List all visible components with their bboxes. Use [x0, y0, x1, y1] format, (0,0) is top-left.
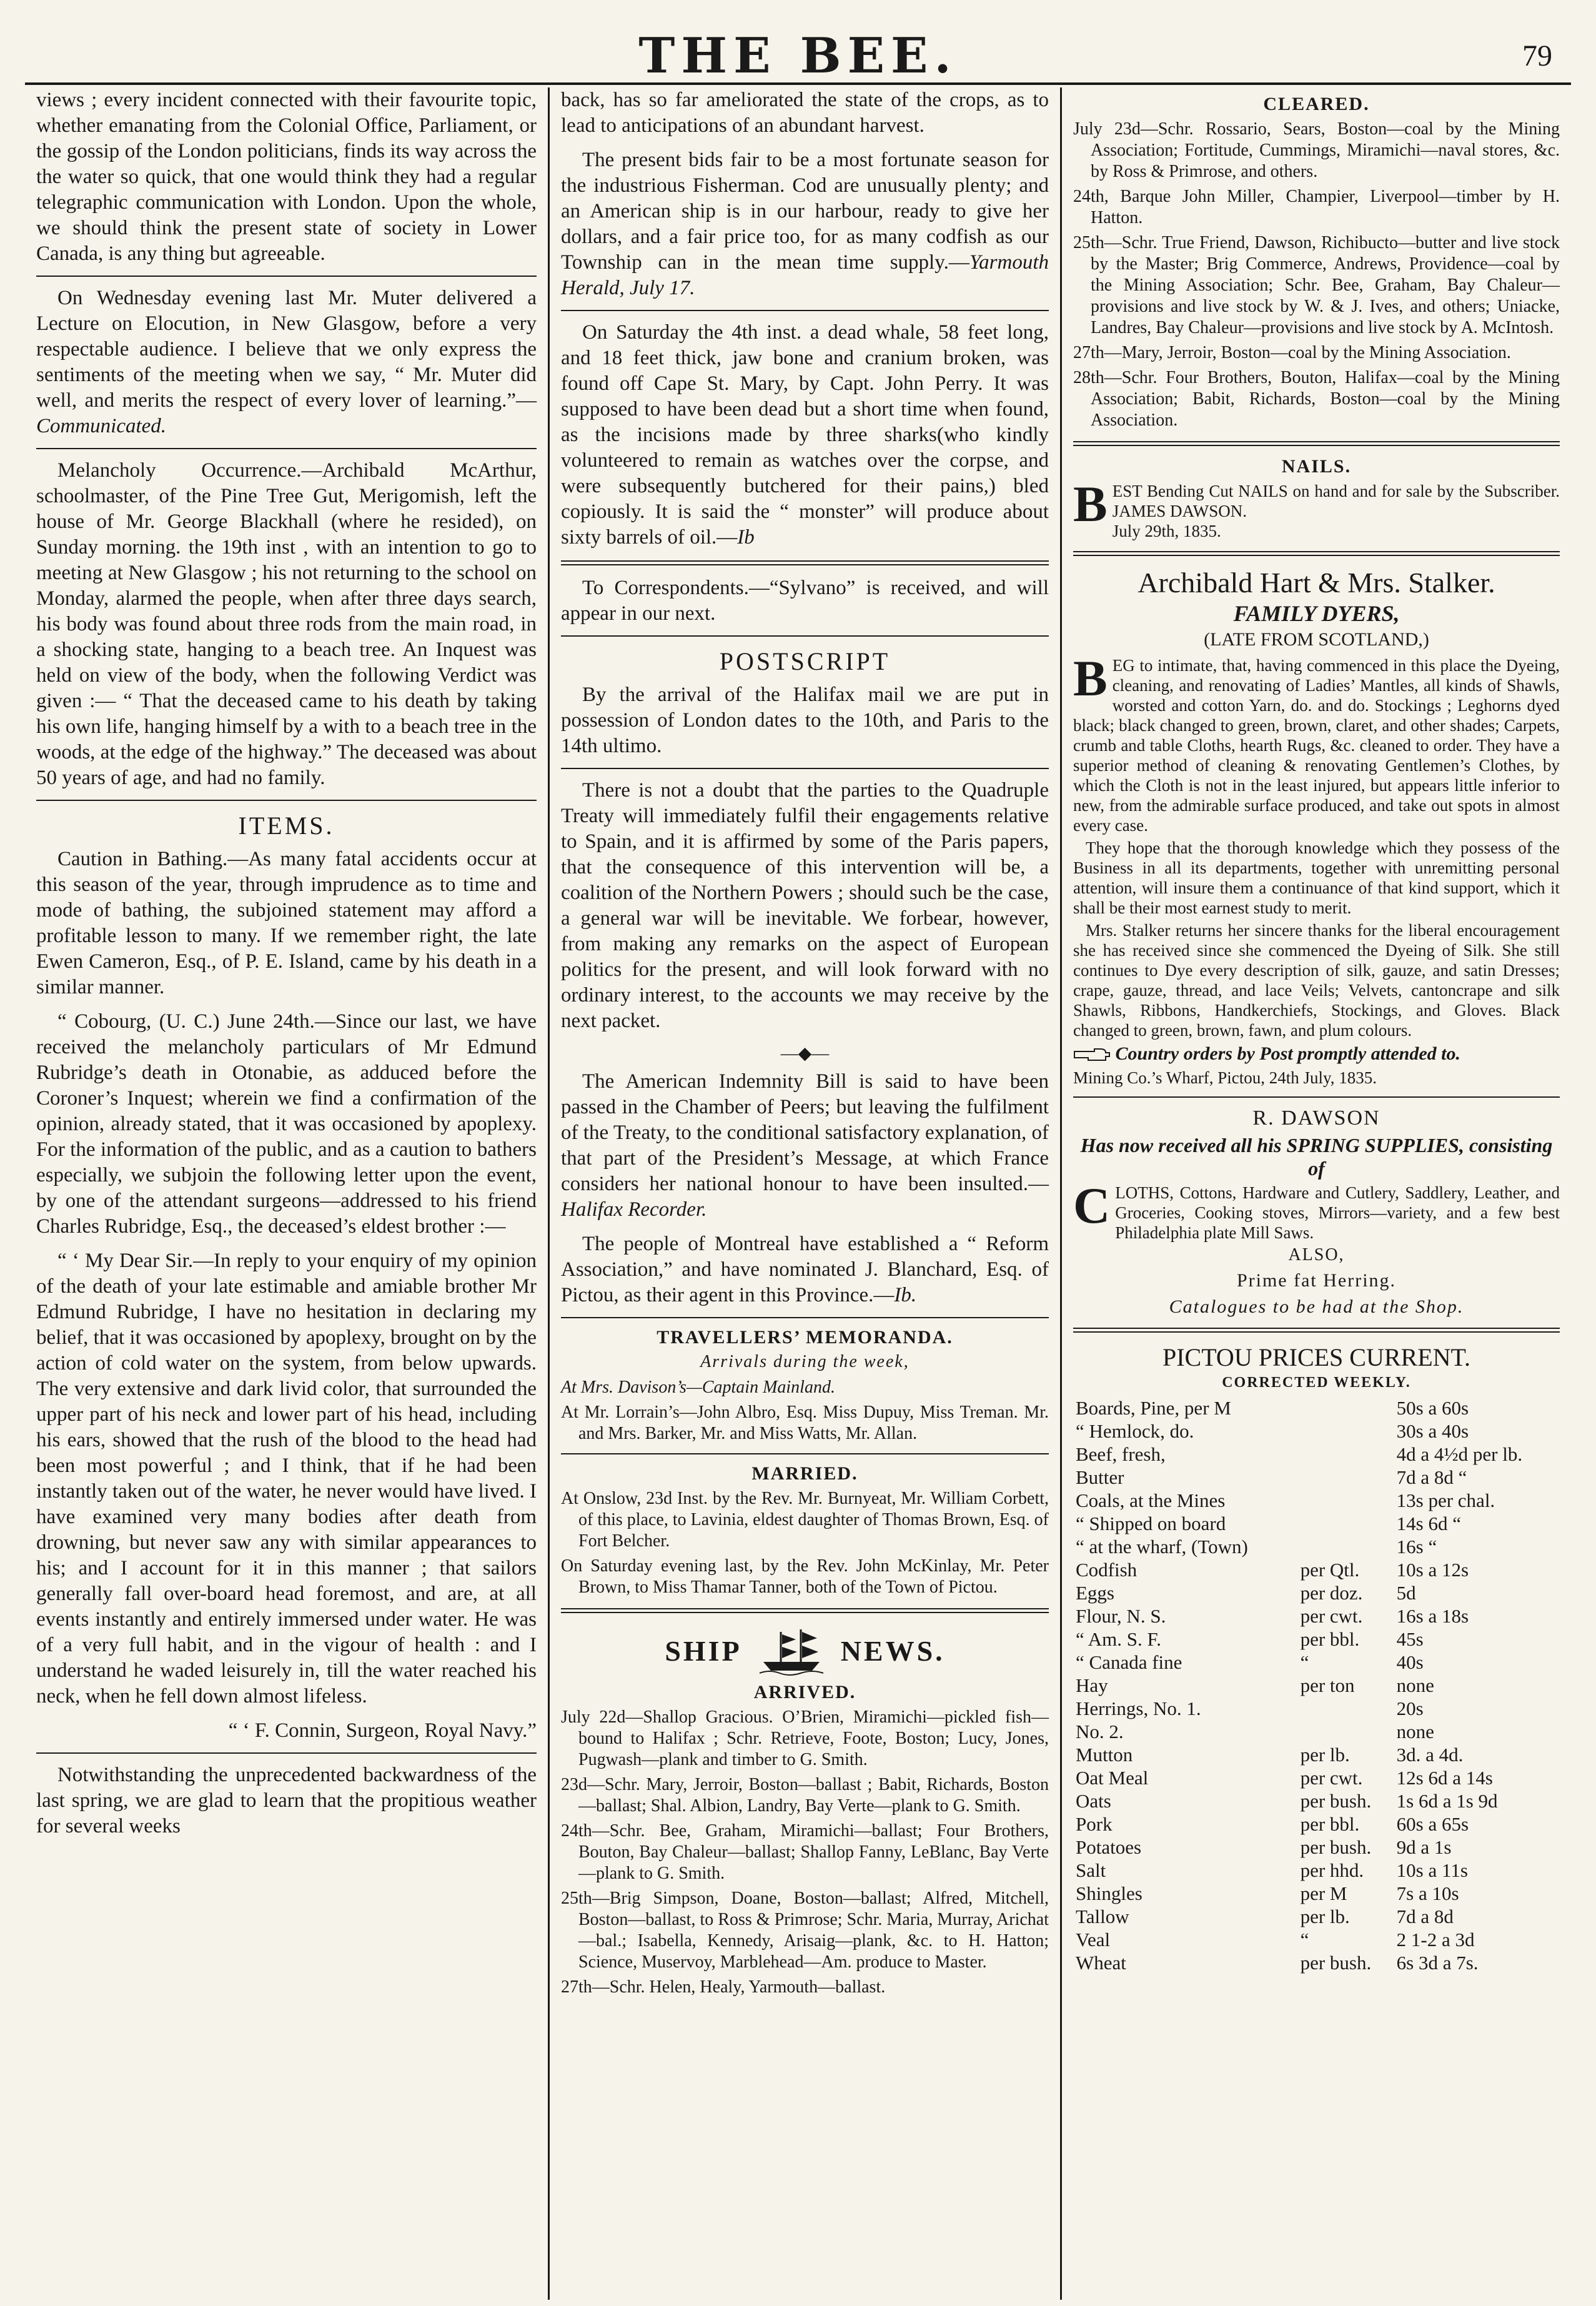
price-unit: “ [1300, 1651, 1309, 1673]
nails-advertisement [1073, 456, 1560, 541]
price-item: “ Am. S. F. [1076, 1628, 1162, 1650]
price-row [1073, 1651, 1560, 1674]
price-item: Herrings, No. 1. [1076, 1697, 1201, 1719]
divider [561, 1453, 1049, 1454]
price-value: none [1396, 1721, 1434, 1742]
price-row [1073, 1443, 1560, 1466]
dawson-text: LOTHS, Cottons, Hardware and Cutlery, Saddlery, Leather, and Groceries, Cooking stoves, Mirrors—variety, and a few best Philadelphia plate Mill Saws. [1115, 1183, 1560, 1242]
columns [25, 87, 1571, 2300]
price-item: No. 2. [1076, 1721, 1124, 1742]
price-row [1073, 1697, 1560, 1720]
drop-cap: B [1073, 475, 1108, 532]
dawson-advertisement [1073, 1106, 1560, 1318]
divider [36, 800, 537, 801]
price-row [1073, 1581, 1560, 1604]
drop-cap: B [1073, 650, 1108, 707]
surgeon-letter: “ ‘ My Dear Sir.—In reply to your enquiry of my opinion of the death of your late estimable and amiable brother Mr Edmund Rubridge, I have no hesitation in declaring my belief, that it was occasioned by apoplexy, brought on by the action of cold water on the system, from below upwards. The very extensive and dark livid color, that surrounded the upper part of his neck and lower part of his head, including his ears, showed that the rush of the blood to the head had been most powerful ; and I think, that if he had been instantly taken out of the water, he never would have lived. I have examined very many bodies after death from drowning, but never saw any with similar appearances to his; and I account for it in this manner ; that sailors generally fall over-board head foremost, and are, at all events instantly and entirely immersed under water. He was of a very full habit, and in the vigour of health : and I understand he waded leisurely in, till the water reached his neck, when he fell down almost lifeless. [36, 1250, 537, 1707]
price-value: 30s a 40s [1396, 1420, 1469, 1442]
price-value: 10s a 11s [1396, 1859, 1468, 1881]
price-unit [1298, 1535, 1394, 1558]
price-item: “ Hemlock, do. [1076, 1420, 1194, 1442]
dawson-herring: Prime fat Herring. [1236, 1270, 1397, 1291]
masthead [25, 25, 1571, 85]
ship-news-right: NEWS. [840, 1634, 945, 1667]
price-item: Potatoes [1076, 1836, 1142, 1858]
travellers-heading: TRAVELLERS’ MEMORANDA. [657, 1327, 953, 1348]
price-item: Flour, N. S. [1076, 1605, 1166, 1627]
price-value: 5d [1396, 1582, 1416, 1604]
article-source: Halifax Recorder. [561, 1198, 707, 1221]
cleared-entry: July 23d—Schr. Rossario, Sears, Boston—coal by the Mining Association; Fortitude, Cummings, Miramichi—naval stores, &c. by Ross & Primrose, and others. [1073, 119, 1560, 181]
double-divider [561, 1608, 1049, 1613]
cleared-entry: 25th—Schr. True Friend, Dawson, Richibucto—butter and live stock by the Master; Brig Commerce, Andrews, Providence—coal by the Mining Association; Schr. Bee, Graham, Bay Chaleur—provisions and live stock by W. & J. Ives, and others; Uniacke, Landres, Bay Chaleur—provisions and live stock by A. McIntosh. [1073, 233, 1560, 337]
price-item: Coals, at the Mines [1076, 1489, 1226, 1511]
price-unit [1298, 1419, 1394, 1443]
price-unit: per bbl. [1300, 1813, 1360, 1835]
double-divider [1073, 441, 1560, 446]
dyers-origin: (LATE FROM SCOTLAND,) [1204, 629, 1429, 650]
prices-current [1073, 1343, 1560, 1974]
price-value: 20s [1396, 1697, 1424, 1719]
dyers-paragraph: Mrs. Stalker returns her sincere thanks for the liberal encouragement she has received since she commenced the Dyeing of Silk. She still continues to Dye every description of silk, gauze, and satin Dresses; crape, gauze, thread, and lace Veils; Velvets, cantoncrape and silk Shawls, Ribbons, Handkerchiefs, Stockings, and Gloves. Black changed to green, brown, fawn, and plum colours. [1073, 921, 1560, 1040]
article-text: The American Indemnity Bill is said to have been passed in the Chamber of Peers; but leaving the fulfilment of the Treaty, to the conditional satisfactory explanation, of that part of the President’s Message, at which France considers her national honour to have been insulted.— [561, 1070, 1049, 1195]
cleared-entry: 27th—Mary, Jerroir, Boston—coal by the Mining Association. [1073, 343, 1511, 362]
price-value: 9d a 1s [1396, 1836, 1452, 1858]
dyers-orders [1073, 1043, 1560, 1065]
traveller-entry: At Mrs. Davison’s—Captain Mainland. [561, 1378, 835, 1397]
correspondents-notice: To Correspondents.—“Sylvano” is received, and will appear in our next. [561, 577, 1049, 625]
postscript-heading: POSTSCRIPT [719, 647, 891, 675]
price-unit: “ [1300, 1929, 1309, 1951]
price-value: 60s a 65s [1396, 1813, 1469, 1835]
price-unit: per doz. [1300, 1582, 1363, 1604]
divider [561, 635, 1049, 637]
price-value: 7s a 10s [1396, 1882, 1459, 1904]
arrival-entry: 23d—Schr. Mary, Jerroir, Boston—ballast ; Babit, Richards, Boston—ballast; Shal. Albion, Landry, Bay Verte—plank to G. Smith. [561, 1775, 1049, 1816]
price-value: 14s 6d “ [1396, 1513, 1461, 1534]
items-heading: ITEMS. [238, 812, 335, 840]
price-unit: per M [1300, 1882, 1347, 1904]
divider [36, 276, 537, 277]
prices-subheading: CORRECTED WEEKLY. [1222, 1374, 1411, 1391]
price-row [1073, 1928, 1560, 1951]
arrival-entry: 27th—Schr. Helen, Healy, Yarmouth—ballast. [561, 1977, 886, 1997]
price-item: “ Canada fine [1076, 1651, 1182, 1673]
price-value: 7d a 8d [1396, 1906, 1454, 1927]
price-row [1073, 1859, 1560, 1882]
price-unit [1298, 1697, 1394, 1720]
price-value: 6s 3d a 7s. [1396, 1952, 1479, 1974]
price-unit: per bush. [1300, 1836, 1372, 1858]
price-row [1073, 1419, 1560, 1443]
price-row [1073, 1396, 1560, 1419]
nails-body [1073, 475, 1560, 541]
price-value: 45s [1396, 1628, 1424, 1650]
lecture-article [36, 286, 537, 439]
postscript-paragraph: By the arrival of the Halifax mail we are put in possession of London dates to the 10th, and Paris to the 14th ultimo. [561, 683, 1049, 757]
dyers-body [1073, 650, 1560, 835]
price-unit: per bbl. [1300, 1628, 1360, 1650]
arrival-entry: 25th—Brig Simpson, Doane, Boston—ballast; Alfred, Mitchell, Boston—ballast, to Ross & Primrose; Schr. Maria, Murray, Arichat—bal.; Isabella, Kennedy, Arisaig—plank, &c. to H. Hatton; Science, Muservoy, Marblehead—Am. produce to Master. [561, 1889, 1049, 1972]
price-value: 3d. a 4d. [1396, 1744, 1464, 1766]
price-value: 7d a 8d “ [1396, 1466, 1467, 1488]
article-text: On Saturday the 4th inst. a dead whale, 58 feet long, and 18 feet thick, jaw bone and cranium broken, was found off Cape St. Mary, by Capt. John Perry. It was supposed to have been dead but a short time when found, as the incisions made by three sharks(who kindly volunteered to remain as watches over the corpse, and were subsequently butchered for their pains,) bled copiously. It is said the “ monster” will produce about sixty barrels of oil.— [561, 321, 1049, 549]
article-signature: Communicated. [36, 415, 167, 437]
price-unit [1298, 1443, 1394, 1466]
article-source: Yarmouth Herald, July 17. [561, 251, 1049, 299]
bathing-caution-article: Caution in Bathing.—As many fatal accidents occur at this season of the year, through imprudence as to time and mode of bathing, the subjoined statement may afford a profitable lesson to many. If we remember right, the late Ewen Cameron, Esq., of P. E. Island, came by his death in a similar manner. [36, 848, 537, 998]
price-row [1073, 1535, 1560, 1558]
pointing-hand-icon [1073, 1046, 1111, 1064]
dyers-title: Archibald Hart & Mrs. Stalker. [1138, 567, 1495, 599]
nails-date: July 29th, 1835. [1112, 522, 1221, 540]
price-unit: per lb. [1300, 1906, 1350, 1927]
marriage-notice: At Onslow, 23d Inst. by the Rev. Mr. Burnyeat, Mr. William Corbett, of this place, to Lavinia, eldest daughter of Thomas Brown, Esq. of Fort Belcher. [561, 1489, 1049, 1551]
article-source: Ib [737, 526, 755, 549]
price-value: 50s a 60s [1396, 1397, 1469, 1419]
price-unit: per lb. [1300, 1744, 1350, 1766]
column-1 [25, 87, 550, 2300]
price-value: 12s 6d a 14s [1396, 1767, 1493, 1789]
article-source: Ib. [894, 1284, 917, 1306]
price-value: 10s a 12s [1396, 1559, 1469, 1581]
ship-icon [757, 1626, 826, 1676]
marriage-notice: On Saturday evening last, by the Rev. John McKinlay, Mr. Peter Brown, to Miss Thamar Tanner, both of the Town of Pictou. [561, 1556, 1049, 1597]
divider [561, 310, 1049, 311]
divider [561, 768, 1049, 769]
price-value: 16s “ [1396, 1536, 1437, 1558]
price-value: 16s a 18s [1396, 1605, 1469, 1627]
prices-table [1073, 1396, 1560, 1974]
price-unit: per cwt. [1300, 1767, 1363, 1789]
price-row [1073, 1628, 1560, 1651]
cleared-entry: 28th—Schr. Four Brothers, Bouton, Halifax—coal by the Mining Association; Babit, Richards, Boston—coal by the Mining Association. [1073, 368, 1560, 430]
arrival-entry: 24th—Schr. Bee, Graham, Miramichi—ballast; Four Brothers, Bouton, Bay Chaleur—ballast; Shallop Fanny, LeBlanc, Bay Verte—plank to G. Smith. [561, 1821, 1049, 1883]
price-unit [1298, 1396, 1394, 1419]
article-text: The present bids fair to be a most fortunate season for the industrious Fisherman. Cod are unusually plenty; and an American ship is in our harbour, ready to give her dollars, and a fair price too, for as many codfish as our Township can in the mean time supply.— [561, 149, 1049, 274]
column-2 [550, 87, 1062, 2300]
price-item: Oat Meal [1076, 1767, 1149, 1789]
price-unit: per hhd. [1300, 1859, 1364, 1881]
ornamental-dash: —◆— [780, 1044, 830, 1063]
price-item: “ Shipped on board [1076, 1513, 1226, 1534]
divider [36, 1752, 537, 1754]
letter-signature: “ ‘ F. Connin, Surgeon, Royal Navy.” [228, 1719, 537, 1742]
price-row [1073, 1789, 1560, 1812]
price-row [1073, 1466, 1560, 1489]
price-value: 13s per chal. [1396, 1489, 1495, 1511]
price-value: 4d a 4½d per lb. [1396, 1443, 1523, 1465]
article-text: The people of Montreal have established a “ Reform Association,” and have nominated J. Blanchard, Esq. of Pictou, as their agent in this Province.— [561, 1233, 1049, 1306]
price-item: Butter [1076, 1466, 1124, 1488]
double-divider [1073, 551, 1560, 556]
quadruple-treaty-article: There is not a doubt that the parties to the Quadruple Treaty will immediately fulfil their engagements relative to Spain, and it is affirmed by some of the Paris papers, that the consequence of this intervention will be, a coalition of the Northern Powers ; should such be the case, a general war will be inevitable. We forbear, however, from making any remarks on the aspect of European politics for the present, and will look forward with no ordinary interest, to the accounts we may receive by the next packet. [561, 779, 1049, 1032]
weather-article: Notwithstanding the unprecedented backwardness of the last spring, we are glad to learn that the propitious weather for several weeks [36, 1764, 537, 1837]
price-row [1073, 1766, 1560, 1789]
arrived-heading: ARRIVED. [753, 1682, 856, 1702]
prices-heading: PICTOU PRICES CURRENT. [1162, 1343, 1471, 1371]
price-unit: per cwt. [1300, 1605, 1363, 1627]
price-item: Boards, Pine, per M [1076, 1397, 1231, 1419]
price-item: “ at the wharf, (Town) [1076, 1536, 1248, 1558]
arrival-entry: July 22d—Shallop Gracious. O’Brien, Miramichi—pickled fish—bound to Halifax ; Schr. Retrieve, Foote, Boston; Lucy, Jones, Pugwash—plank and timber to G. Smith. [561, 1707, 1049, 1769]
ship-news-banner [561, 1626, 1049, 1676]
price-unit [1298, 1720, 1394, 1743]
price-row [1073, 1951, 1560, 1974]
price-item: Mutton [1076, 1744, 1133, 1766]
melancholy-occurrence-article: Melancholy Occurrence.—Archibald McArthur, schoolmaster, of the Pine Tree Gut, Merigomish, left the house of Mr. George Blackhall (where he resided), on Sunday morning. the 19th inst , with an intention to go to meeting at New Glasgow ; his not returning to the school on Monday, alarmed the people, when after three days search, his body was found about three rods from the main road, in a shocking state, hanging to a beach tree. An Inquest was held on view of the body, when the following Verdict was given :— “ That the deceased came to his death by taking his own life, hanging himself by a with to a beach tree in the woods, at the edge of the highway.” The deceased was about 50 years of age, and had no family. [36, 459, 537, 789]
price-row [1073, 1489, 1560, 1512]
price-row [1073, 1743, 1560, 1766]
price-unit: per Qtl. [1300, 1559, 1360, 1581]
traveller-entry: At Mr. Lorrain’s—John Albro, Esq. Miss Dupuy, Miss Treman. Mr. and Mrs. Barker, Mr. and Miss Watts, Mr. Allan. [561, 1403, 1049, 1443]
article-text: On Wednesday evening last Mr. Muter delivered a Lecture on Elocution, in New Glasgow, before a very respectable audience. I believe that we only express the sentiments of the meeting when we say, “ Mr. Muter did well, and merits the respect of every lover of learning.”— [36, 287, 537, 412]
double-divider [1073, 1328, 1560, 1333]
article-paragraph: back, has so far ameliorated the state of the crops, as to lead to anticipations of an abundant harvest. [561, 89, 1049, 137]
dawson-catalogues: Catalogues to be had at the Shop. [1169, 1296, 1464, 1317]
price-row [1073, 1812, 1560, 1836]
price-item: Hay [1076, 1674, 1108, 1696]
price-row [1073, 1604, 1560, 1628]
reform-association-article [561, 1231, 1049, 1308]
prices-table-body [1073, 1396, 1560, 1974]
whale-article [561, 320, 1049, 550]
price-unit [1298, 1489, 1394, 1512]
divider [36, 448, 537, 449]
drop-cap: C [1073, 1177, 1111, 1234]
price-unit [1298, 1512, 1394, 1535]
dyers-text: EG to intimate, that, having commenced in this place the Dyeing, cleaning, and renovating of Ladies’ Mantles, all kinds of Shawls, worsted and cotton Yarn, do. and do. Stockings ; Leghorns dyed black; black changed to green, brown, claret, and other shades; Carpets, crumb and table Cloths, hearth Rugs, &c. cleaned to order. They have a superior method of cleaning & renovating Gentlemen’s Clothes, by which the Cloth is not in the least injured, but appears little inferior to new, from the admirable surface produced, and take out spots in almost every case. [1073, 656, 1560, 835]
article-paragraph: views ; every incident connected with their favourite topic, whether emanating from the Colonial Office, Parliament, or the gossip of the London politicians, finds its way across the the water so quick, that one would think they had a regular telegraphic communication with London. Upon the whole, we should think the present state of society in Lower Canada, is any thing but agreeable. [36, 89, 537, 265]
fisherman-article [561, 147, 1049, 301]
price-value: 1s 6d a 1s 9d [1396, 1790, 1498, 1812]
price-item: Veal [1076, 1929, 1111, 1951]
newspaper-title: THE BEE. [638, 27, 958, 84]
price-row [1073, 1720, 1560, 1743]
cleared-heading: CLEARED. [1263, 94, 1370, 114]
nails-text: EST Bending Cut NAILS on hand and for sale by the Subscriber. [1112, 482, 1560, 500]
married-heading: MARRIED. [751, 1463, 858, 1484]
price-unit: per ton [1300, 1674, 1355, 1696]
price-item: Beef, fresh, [1076, 1443, 1166, 1465]
dyers-address: Mining Co.’s Wharf, Pictou, 24th July, 1835. [1073, 1068, 1377, 1087]
double-divider [561, 560, 1049, 565]
price-item: Tallow [1076, 1906, 1129, 1927]
price-item: Eggs [1076, 1582, 1114, 1604]
price-row [1073, 1674, 1560, 1697]
price-item: Shingles [1076, 1882, 1142, 1904]
price-row [1073, 1905, 1560, 1928]
price-unit [1298, 1466, 1394, 1489]
price-item: Pork [1076, 1813, 1113, 1835]
price-unit: per bush. [1300, 1952, 1372, 1974]
divider [561, 1317, 1049, 1318]
orders-text: Country orders by Post promptly attended to. [1115, 1043, 1461, 1064]
price-item: Salt [1076, 1859, 1106, 1881]
nails-heading: NAILS. [1281, 456, 1352, 477]
travellers-subheading: Arrivals during the week, [700, 1352, 910, 1371]
price-row [1073, 1882, 1560, 1905]
price-value: 40s [1396, 1651, 1424, 1673]
divider [1073, 1096, 1560, 1098]
ship-news-left: SHIP [665, 1634, 742, 1667]
price-row [1073, 1512, 1560, 1535]
price-item: Wheat [1076, 1952, 1126, 1974]
indemnity-bill-article [561, 1069, 1049, 1223]
column-3 [1062, 87, 1571, 2300]
price-row [1073, 1558, 1560, 1581]
dawson-heading: R. DAWSON [1252, 1106, 1380, 1130]
dyers-paragraph: They hope that the thorough knowledge which they possess of the Business in all its departments, together with unremitting personal attention, will insure them a continuance of that kind support, which it shall be their most earnest study to merit. [1073, 838, 1560, 917]
dawson-subtitle: Has now received all his SPRING SUPPLIES, consisting of [1080, 1134, 1553, 1180]
dawson-body [1073, 1177, 1560, 1243]
price-value: none [1396, 1674, 1434, 1696]
dyers-advertisement [1073, 566, 1560, 1088]
dawson-also: ALSO, [1288, 1245, 1345, 1265]
dyers-subtitle: FAMILY DYERS, [1233, 601, 1400, 626]
price-item: Oats [1076, 1790, 1111, 1812]
cleared-entry: 24th, Barque John Miller, Champier, Liverpool—timber by H. Hatton. [1073, 187, 1560, 227]
nails-merchant: JAMES DAWSON. [1112, 502, 1247, 520]
page-number: 79 [1522, 39, 1552, 72]
price-item: Codfish [1076, 1559, 1138, 1581]
price-unit: per bush. [1300, 1790, 1372, 1812]
cobourg-article: “ Cobourg, (U. C.) June 24th.—Since our last, we have received the melancholy particulars of Mr Edmund Rubridge’s death in Otonabie, as adduced before the Coroner’s Inquest; wherein we find a confirmation of the opinion, already stated, that it was occasioned by apoplexy. For the information of the public, and as a caution to bathers especially, we subjoin the following letter upon the event, by one of the attendant surgeons—addressed to his friend Charles Rubridge, Esq., the deceased’s eldest brother :— [36, 1010, 537, 1238]
price-row [1073, 1836, 1560, 1859]
price-value: 2 1-2 a 3d [1396, 1929, 1475, 1951]
